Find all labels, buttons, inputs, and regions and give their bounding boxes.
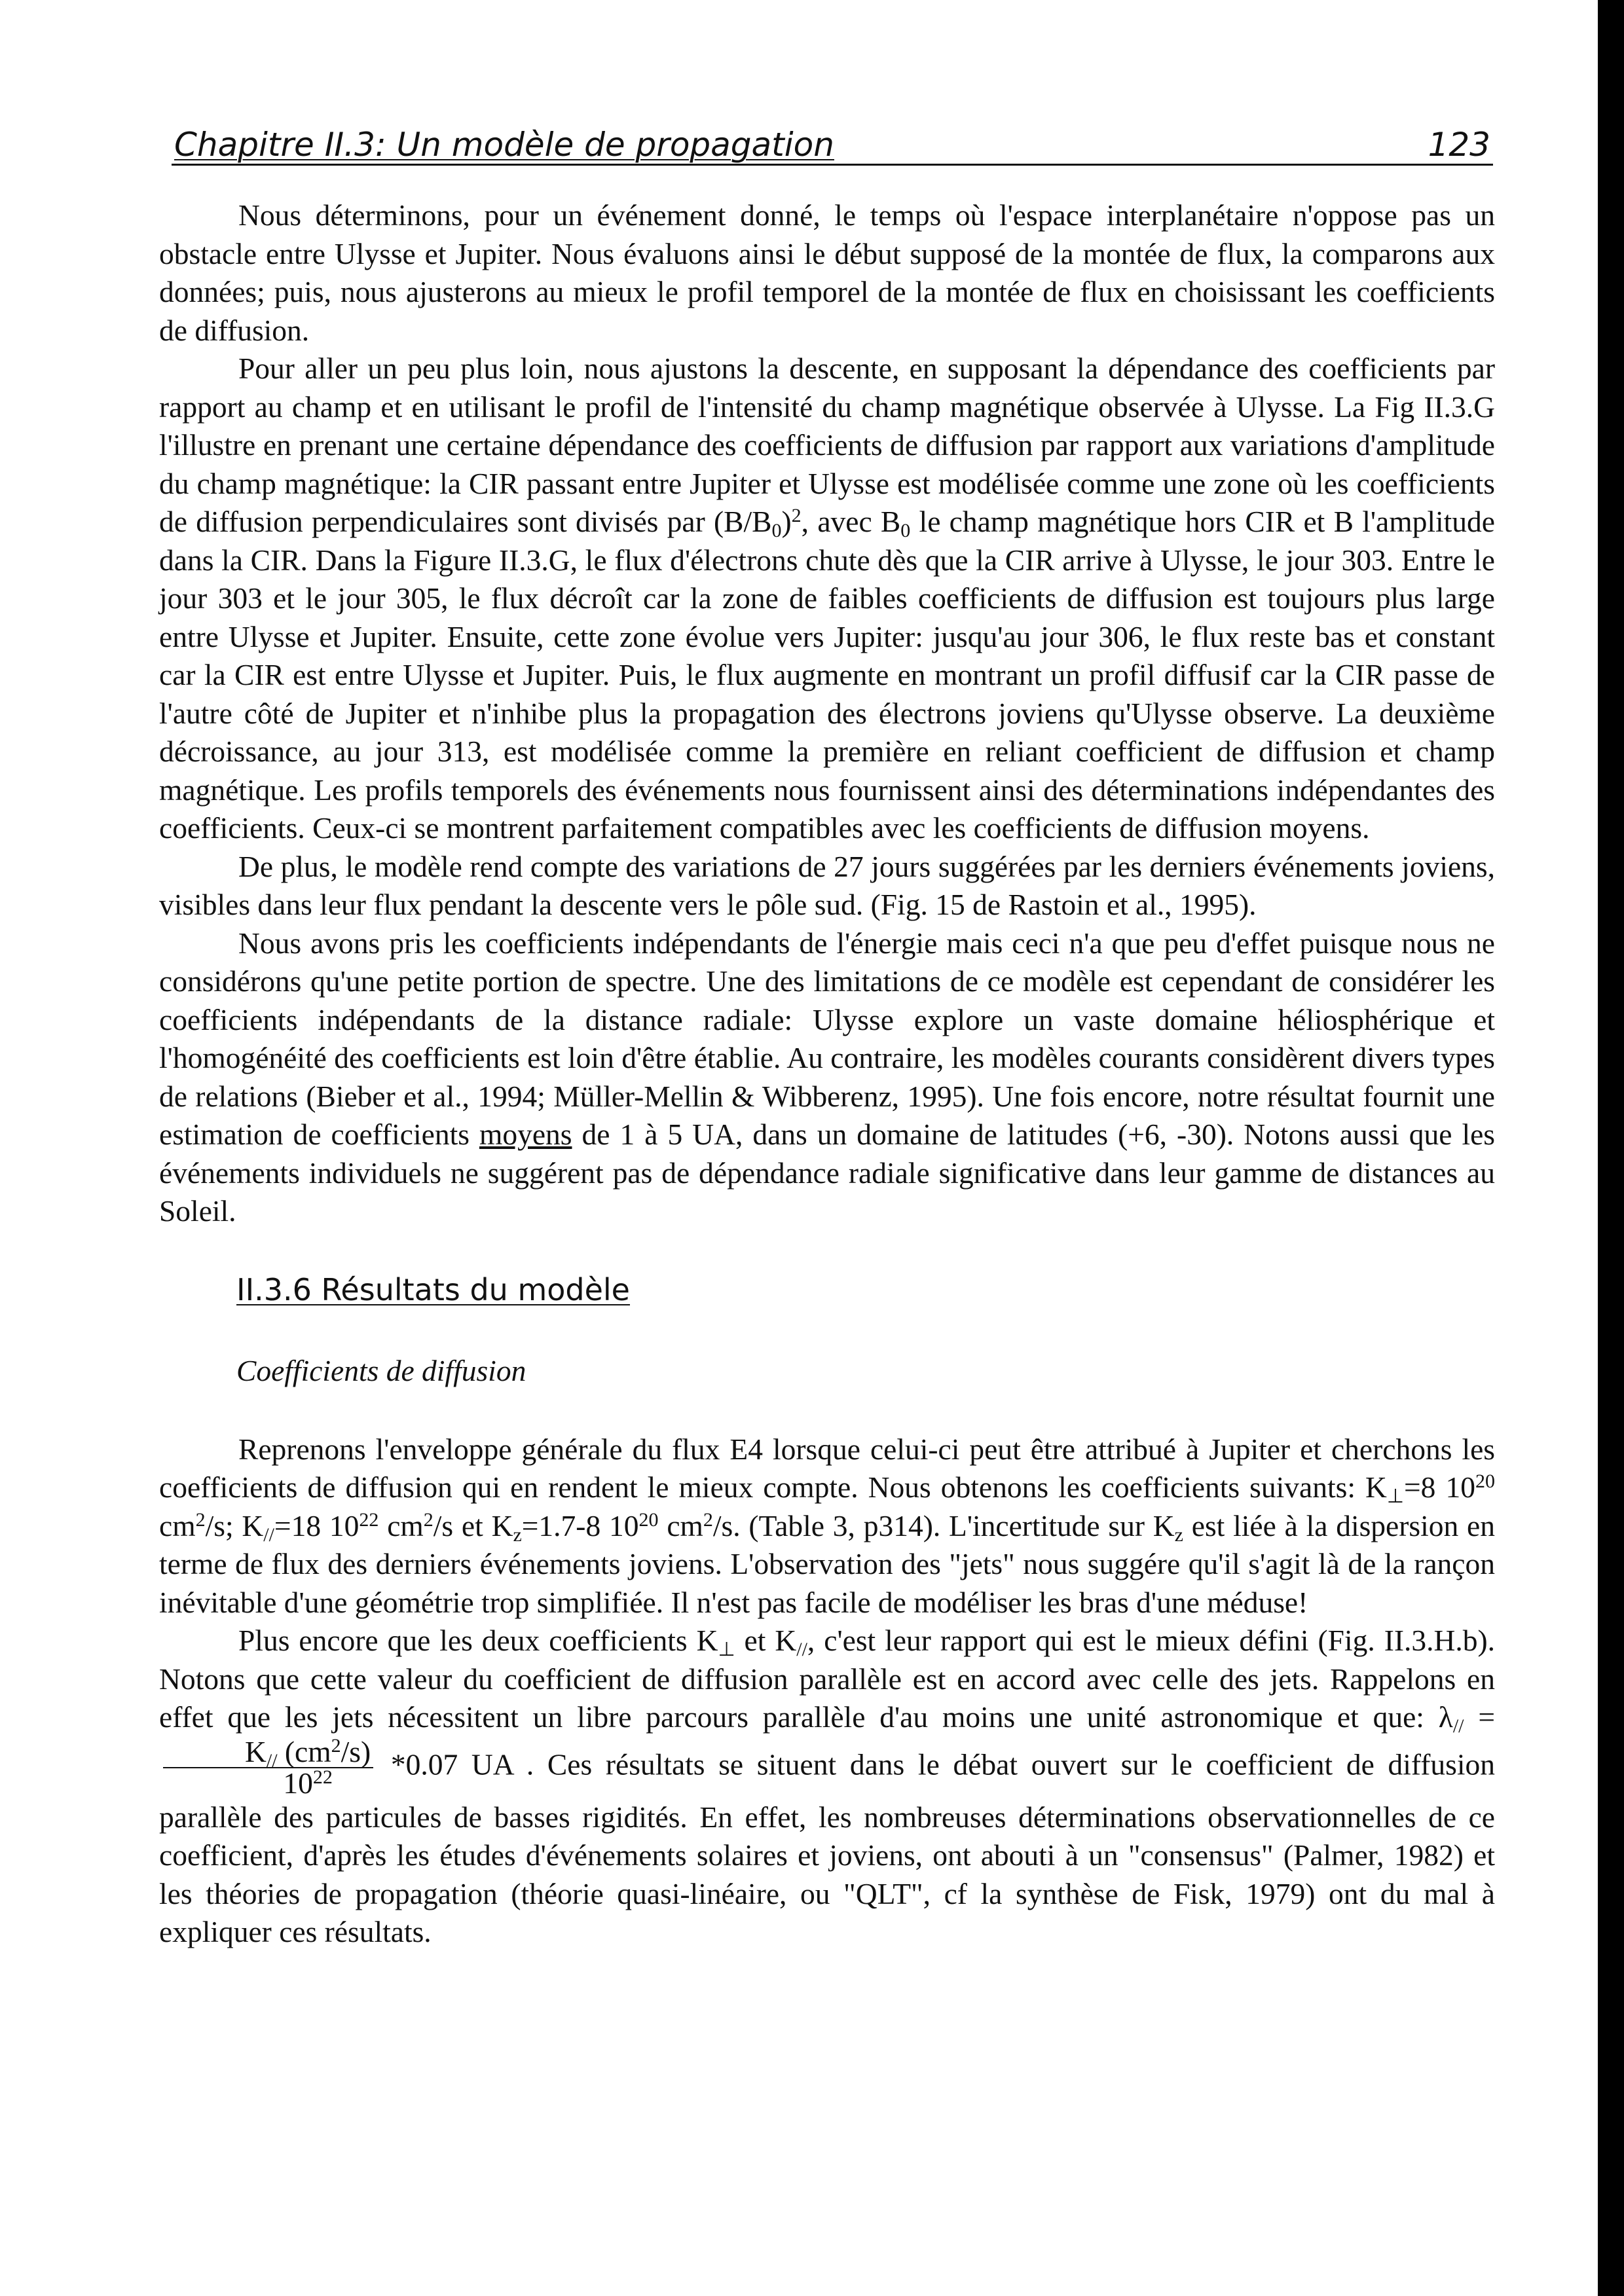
paragraph-3-text: De plus, le modèle rend compte des variations de 27 jours suggérées par les derniers événements joviens, visibles dans leur flux pendant la descente vers le pôle sud. (Fig. 15 de Rastoin et al., 1995).: [159, 849, 1495, 921]
exponent: 22: [359, 1508, 379, 1531]
paragraph-5-text: cm: [658, 1508, 703, 1542]
paragraph-6: [159, 1622, 1495, 1952]
fraction-numerator: [163, 1734, 373, 1772]
exponent: 2: [423, 1508, 434, 1531]
paragraph-2: [159, 350, 1495, 848]
paragraph-5-text: cm: [159, 1508, 196, 1542]
paragraph-2-text-b: ): [781, 505, 792, 538]
paragraph-4-text-b: de 1 à 5 UA, dans un domaine de latitudes (+6, -30). Notons aussi que les événements individuels ne suggérent pas de dépendance radiale significative dans leur gamme de distances au Soleil.: [159, 1118, 1495, 1228]
paragraph-4-text-a: Nous avons pris les coefficients indépendants de l'énergie mais ceci n'a que peu d'effet puisque nous ne considérons qu'une petite portion de spectre. Une des limitations de ce modèle est cependant de considérer les coefficients indépendants de la distance radiale: Ulysse explore un vaste domaine héliosphérique et l'homogénéité des coefficients est loin d'être établie. Au contraire, les modèles courants considèrent divers types de relations (Bieber et al., 1994; Müller-Mellin & Wibberenz, 1995). Une fois encore, notre résultat fournit une estimation de coefficients: [159, 926, 1495, 1151]
perp-subscript: ⊥: [718, 1639, 735, 1660]
paragraph-5-text: cm: [378, 1508, 424, 1542]
exponent: 22: [312, 1766, 333, 1788]
paragraph-5-text: /s. (Table 3, p314). L'incertitude sur K: [712, 1508, 1175, 1542]
equals-sign: =: [1464, 1700, 1495, 1734]
body-text: [159, 196, 1495, 1952]
paragraph-5-text: Reprenons l'enveloppe générale du flux E4 lorsque celui-ci peut être attribué à Jupiter et cherchons les coefficients de diffusion qui en rendent le mieux compte. Nous obtenons les coefficients suivants: K: [159, 1432, 1495, 1504]
paragraph-5-text: =18 10: [274, 1508, 360, 1542]
exponent: 20: [638, 1508, 659, 1531]
z-subscript: z: [1174, 1523, 1183, 1546]
paragraph-6-text: , c'est leur rapport qui est le mieux défini (Fig. II.3.H.b). Notons que cette valeur du coefficient de diffusion parallèle est en accord avec celle des jets. Rappelons en effet que les jets nécessitent un libre parcours parallèle d'au moins une unité astronomique et que: λ: [159, 1624, 1496, 1734]
exponent: 2: [195, 1508, 206, 1531]
paragraph-6-text: et K: [735, 1624, 797, 1657]
subscript-0: 0: [900, 520, 911, 541]
paragraph-6-text: Plus encore que les deux coefficients K: [238, 1624, 718, 1657]
paragraph-5-text: est liée à la dispersion en terme de flux des derniers événements joviens. L'observation des "jets" nous suggére qu'il s'agit là de la rançon inévitable d'une géométrie trop simplifiée. Il n'est pas facile de modéliser les bras d'une méduse!: [159, 1508, 1496, 1619]
chapter-title: Chapitre II.3: Un modèle de propagation: [174, 126, 834, 164]
parallel-subscript: //: [266, 1749, 278, 1772]
fraction-denominator: [163, 1768, 373, 1798]
paragraph-5-text: /s; K: [205, 1508, 264, 1542]
exponent: 20: [1475, 1470, 1495, 1492]
paragraph-5: [159, 1430, 1495, 1622]
parallel-subscript: //: [796, 1639, 807, 1660]
paragraph-1-text: Nous déterminons, pour un événement donné, le temps où l'espace interplanétaire n'oppose pas un obstacle entre Ulysse et Jupiter. Nous évaluons ainsi le début supposé de la montée de flux, la comparons aux données; puis, nous ajusterons au mieux le profil temporel de la montée de flux en choisissant les coefficients de diffusion.: [159, 198, 1495, 347]
exponent: 2: [331, 1734, 341, 1757]
lambda-fraction: [163, 1734, 373, 1800]
paragraph-5-text: =1.7-8 10: [521, 1508, 639, 1542]
subscript-0: 0: [771, 520, 782, 541]
paragraph-3: [159, 848, 1495, 924]
superscript-2: 2: [791, 505, 802, 526]
z-subscript: z: [513, 1523, 522, 1546]
paragraph-2-text-a: Pour aller un peu plus loin, nous ajustons la descente, en supposant la dépendance des coefficients par rapport au champ et en utilisant le profil de l'intensité du champ magnétique observée à Ulysse. La Fig II.3.G l'illustre en prenant une certaine dépendance des coefficients de diffusion par rapport aux variations d'amplitude du champ magnétique: la CIR passant entre Jupiter et Ulysse est modélisée comme une zone où les coefficients de diffusion perpendiculaires sont divisés par (B/B: [159, 352, 1495, 538]
paragraph-5-text: /s et K: [433, 1508, 513, 1542]
paragraph-5-text: =8 10: [1404, 1470, 1475, 1504]
parallel-subscript: //: [263, 1523, 274, 1546]
numerator-unit: (cm: [277, 1734, 331, 1768]
subsection-heading: Coefficients de diffusion: [236, 1353, 526, 1387]
exponent: 2: [703, 1508, 713, 1531]
perp-subscript: ⊥: [1386, 1485, 1405, 1507]
paragraph-2-text-c: , avec B: [801, 505, 901, 538]
page-number: 123: [1428, 126, 1490, 164]
section-heading: II.3.6 Résultats du modèle: [236, 1271, 630, 1307]
paragraph-6-text: *0.07 UA . Ces résultats se situent dans le débat ouvert sur le coefficient de diffusion parallèle des particules de basses rigidités. En effet, les nombreuses déterminations observationnelles de ce coefficient, d'après les études d'événements solaires et joviens, ont abouti à un "consensus" (Palmer, 1982) et les théories de propagation (théorie quasi-linéaire, ou "QLT", cf la synthèse de Fisk, 1979) ont du mal à expliquer ces résultats.: [159, 1747, 1495, 1948]
underlined-moyens: moyens: [479, 1118, 572, 1151]
running-header: [172, 126, 1493, 166]
paragraph-1: [159, 196, 1495, 350]
paragraph-4: [159, 924, 1495, 1231]
paragraph-2-text-d: le champ magnétique hors CIR et B l'amplitude dans la CIR. Dans la Figure II.3.G, le flux d'électrons chute dès que la CIR arrive à Ulysse, le jour 303. Entre le jour 303 et le jour 305, le flux décroît car la zone de faibles coefficients de diffusion est toujours plus large entre Ulysse et Jupiter. Ensuite, cette zone évolue vers Jupiter: jusqu'au jour 306, le flux reste bas et constant car la CIR est entre Ulysse et Jupiter. Puis, le flux augmente en montrant un profil diffusif car la CIR passe de l'autre côté de Jupiter et n'inhibe plus la propagation des électrons joviens qu'Ulysse observe. La deuxième décroissance, au jour 313, est modélisée comme la première en reliant coefficient de diffusion et champ magnétique. Les profils temporels des événements nous fournissent ainsi des déterminations indépendantes des coefficients. Ceux-ci se montrent parfaitement compatibles avec les coefficients de diffusion moyens.: [159, 505, 1495, 845]
lambda-subscript: //: [1452, 1715, 1464, 1737]
denominator-base: 10: [283, 1766, 313, 1800]
numerator-k: K: [245, 1734, 267, 1768]
numerator-unit-end: /s): [341, 1734, 371, 1768]
